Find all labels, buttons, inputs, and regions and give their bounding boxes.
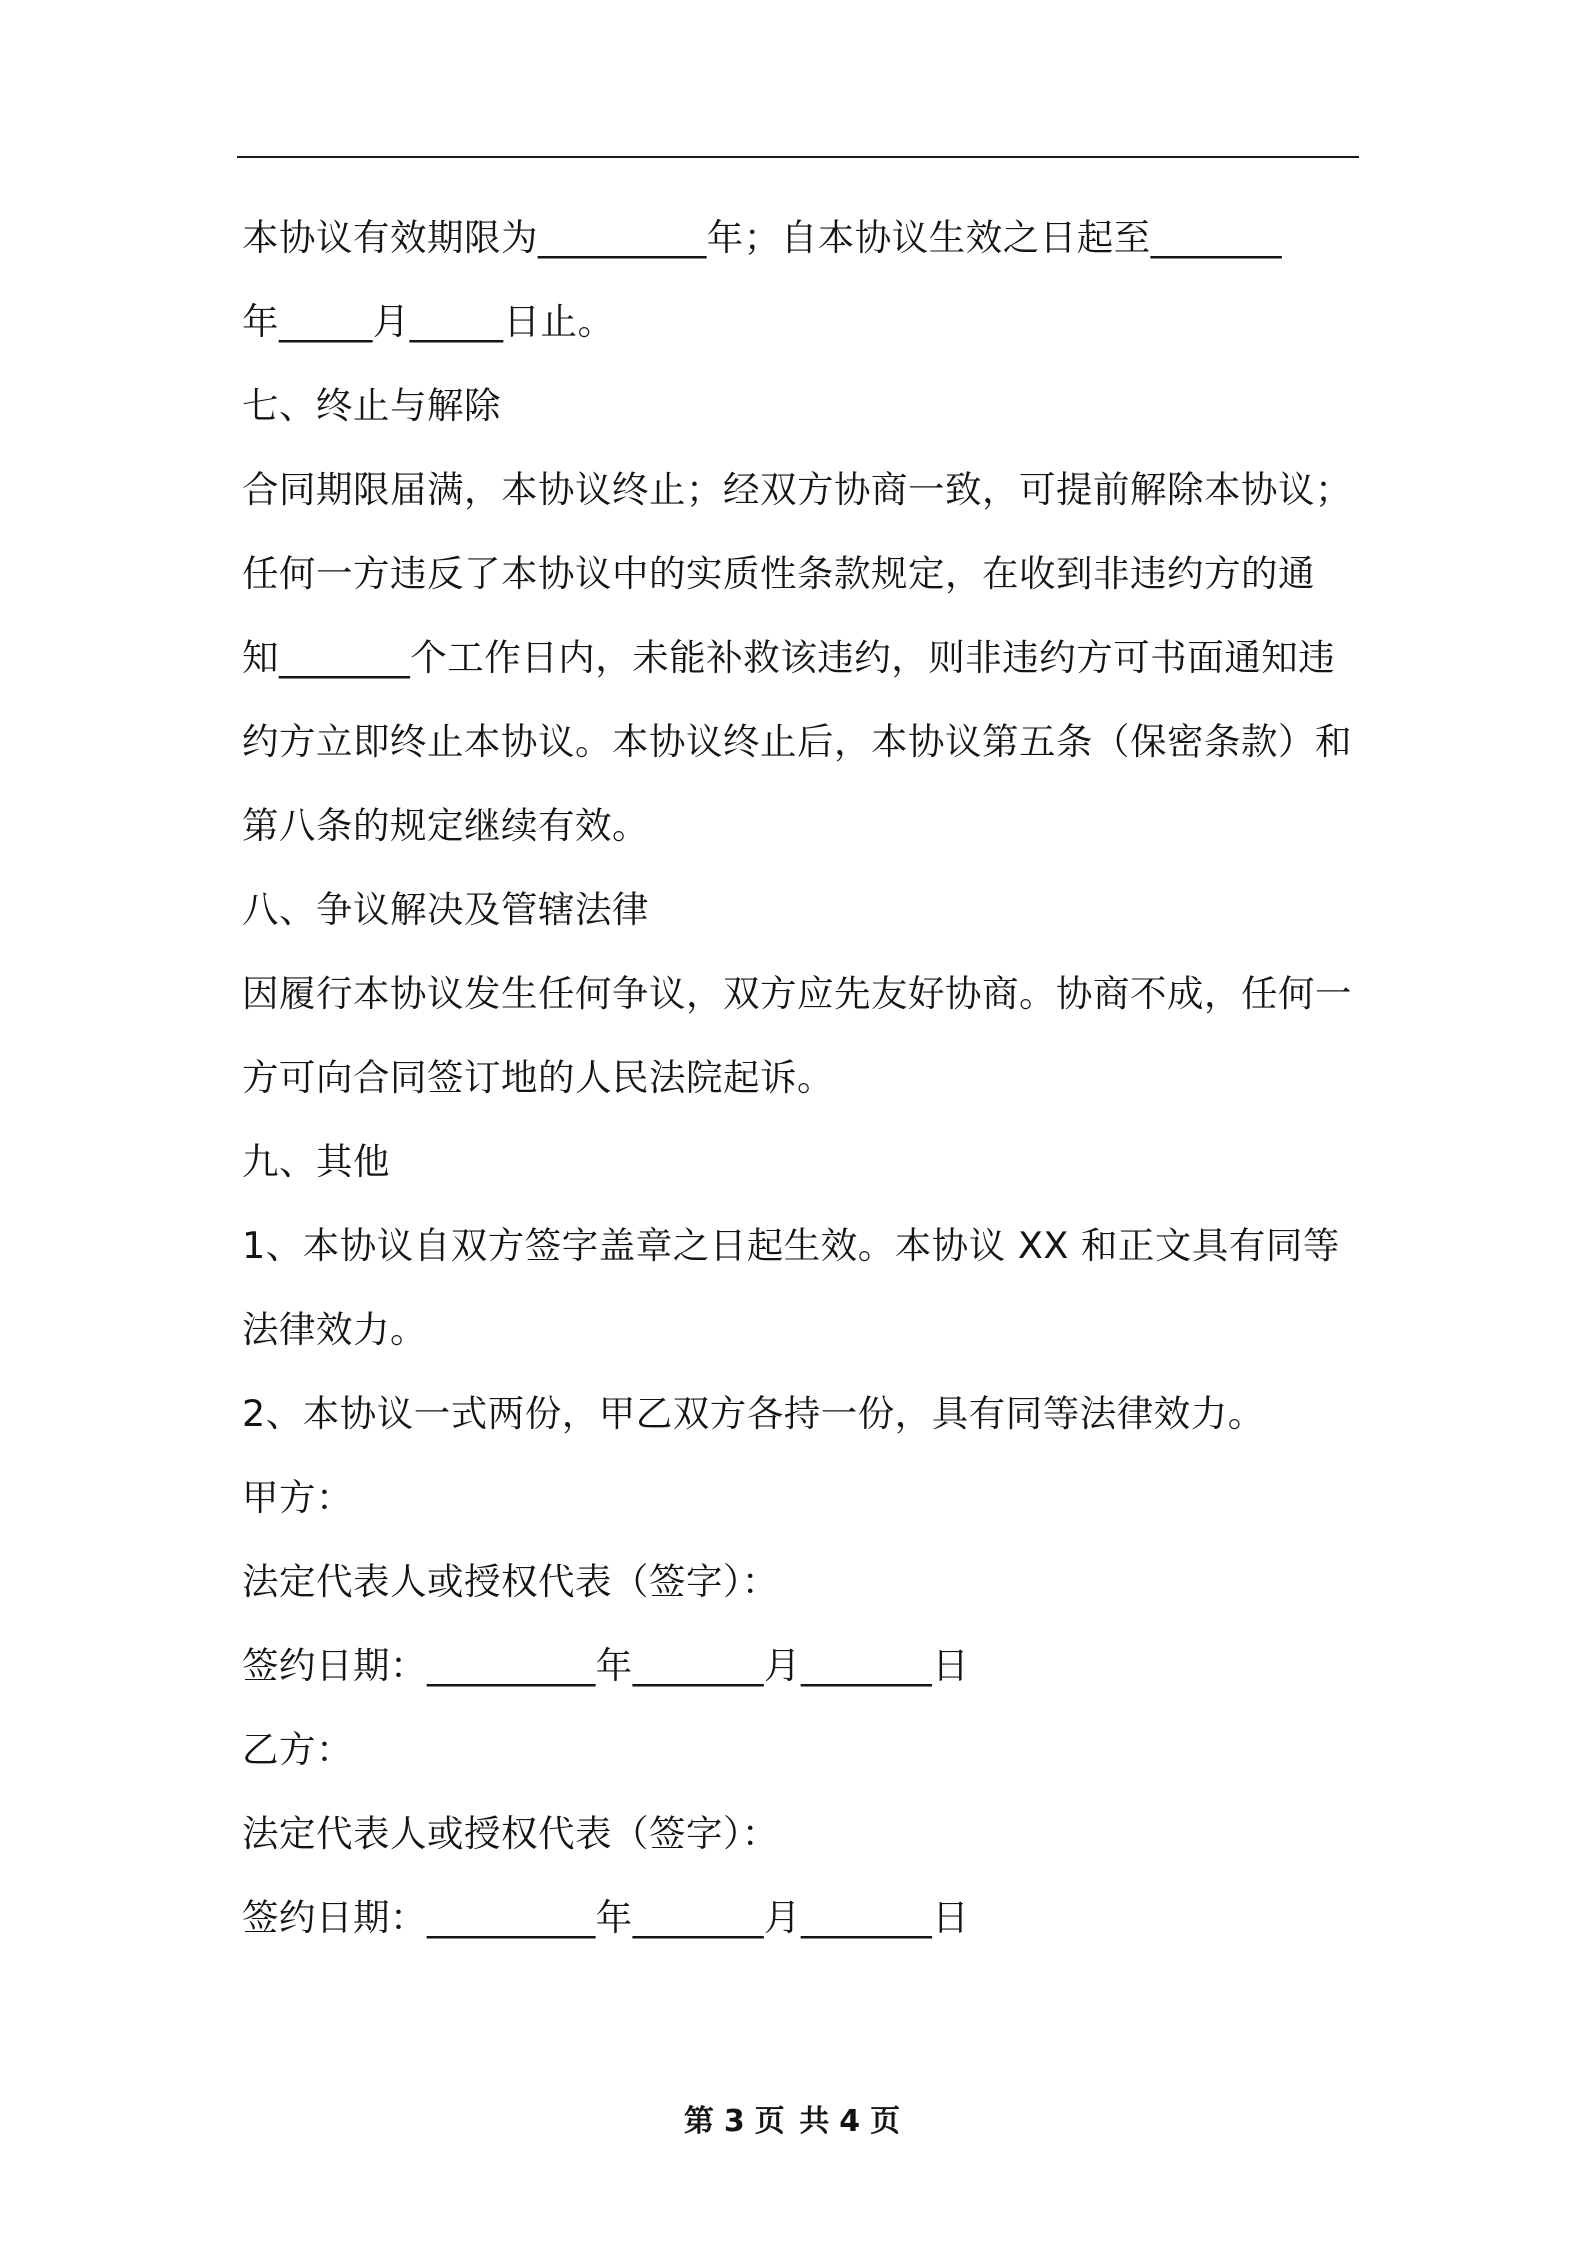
section-7-line-1: 合同期限届满，本协议终止；经双方协商一致，可提前解除本协议； (242, 468, 1352, 511)
party-a-representative: 法定代表人或授权代表（签字）： (242, 1560, 779, 1603)
section-7-line-5: 第八条的规定继续有效。 (242, 804, 649, 847)
section-8-heading: 八、争议解决及管辖法律 (242, 888, 649, 931)
section-7-heading: 七、终止与解除 (242, 384, 501, 427)
section-8-line-1: 因履行本协议发生任何争议，双方应先友好协商。协商不成，任何一 (242, 972, 1352, 1015)
footer-mid: 页 共 (754, 2104, 832, 2139)
footer-total-pages: 4 (839, 2104, 863, 2139)
party-b-representative: 法定代表人或授权代表（签字）： (242, 1812, 779, 1855)
footer-prefix: 第 (683, 2104, 716, 2139)
party-b-sign-date: 签约日期：_________年_______月_______日 (242, 1896, 970, 1939)
party-a-sign-date: 签约日期：_________年_______月_______日 (242, 1644, 970, 1687)
section-7-line-2: 任何一方违反了本协议中的实质性条款规定，在收到非违约方的通 (242, 552, 1315, 595)
validity-line-2: 年_____月_____日止。 (242, 300, 615, 343)
page-footer (0, 2096, 1586, 2140)
party-b-label: 乙方： (242, 1728, 353, 1771)
section-9-item-1-line-2: 法律效力。 (242, 1308, 427, 1351)
party-a-label: 甲方： (242, 1476, 353, 1519)
section-9-heading: 九、其他 (242, 1140, 390, 1183)
section-8-line-2: 方可向合同签订地的人民法院起诉。 (242, 1056, 834, 1099)
footer-suffix: 页 (870, 2104, 903, 2139)
section-9-item-1-line-1: 1、本协议自双方签字盖章之日起生效。本协议 XX 和正文具有同等 (242, 1224, 1340, 1267)
footer-current-page: 3 (723, 2104, 747, 2139)
section-7-line-3: 知_______个工作日内，未能补救该违约，则非违约方可书面通知违 (242, 636, 1336, 679)
header-rule (237, 156, 1359, 158)
document-body (242, 196, 1358, 1960)
section-7-line-4: 约方立即终止本协议。本协议终止后，本协议第五条（保密条款）和 (242, 720, 1352, 763)
validity-line-1: 本协议有效期限为_________年；自本协议生效之日起至_______ (242, 216, 1282, 259)
section-9-item-2: 2、本协议一式两份，甲乙双方各持一份，具有同等法律效力。 (242, 1392, 1265, 1435)
